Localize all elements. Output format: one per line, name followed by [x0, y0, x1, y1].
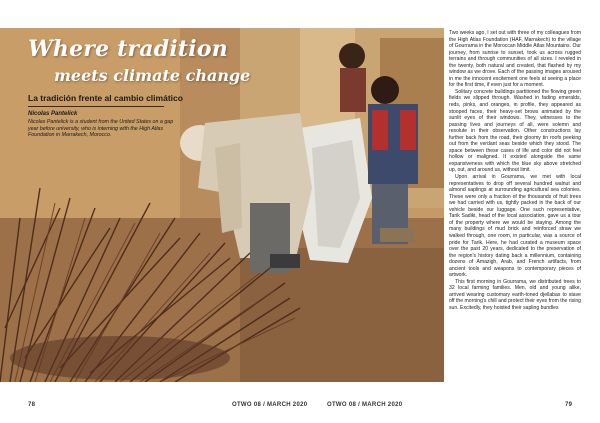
article-body: [449, 30, 581, 370]
article-paragraph: Upon arrival in Gourrama, we met with local representatives to drop off several hundred walnut and almond saplings at surrounding agricultural sea colonies. These were only a fraction of the thousands of fruit trees we had carried with us, tightly packed in the back of our vehicle beside our luggage. One such representative, Tarik Sadiki, head of the local association, gave us a tour of the property where we would be staying. Among the many buildings of mud brick and reinforced straw we walked through, one room, in particular, was a source of pride for Tarik. Here, he had curated a museum space over the past 20 years, dedicated to the preservation of the region's history dating back a millennium, containing dozens of Amazigh, Arab, and French artifacts, from ancient tools and weapons to contemporary pieces of artwork.: [449, 174, 581, 279]
article-paragraph: Two weeks ago, I set out with three of my colleagues from the High Atlas Foundation (HAF, Marrakech) to the village of Gourrama in the Moroccan Middle Atlas Mountains. Our journey, from sunrise to sunset, took us across rugged terrains and through communities of all sizes. I reveled in the twenty, both natural and created, that flashed by my window as we drove. Each of the passing images aroused in me the innocent excitement one feels at seeing a place for the first time, if even just for a moment.: [449, 30, 581, 89]
author-name: Nicolas Pantelick: [28, 111, 78, 117]
left-footer-magazine: OTWO 08 / MARCH 2020: [232, 402, 308, 408]
headline-line-2: meets climate change: [54, 66, 251, 85]
article-paragraph: This first morning in Gourrama, we distributed trees to 32 local farming families. Men, old and young alike, arrived wearing customary earth-toned djellabas to stave off the morning's chill and protect their eyes from the rising sun. Excitedly, they hoisted their sapling bundles: [449, 278, 581, 311]
right-footer-magazine: OTWO 08 / MARCH 2020: [327, 402, 403, 408]
author-bio: Nicolas Pantelick is a student from the United States on a gap year before university, who is interning with the High Atlas Foundation in Marrakech, Morocco.: [28, 119, 174, 139]
headline-subtitle: La tradición frente al cambio climático: [28, 93, 183, 103]
right-page-number: 79: [565, 402, 573, 408]
title-divider: [28, 106, 164, 107]
left-page-number: 78: [28, 402, 36, 408]
article-paragraph: Solitary concrete buildings partitioned the flowing green fields we slipped through. Washed in fading emeralds, reds, pinks, and oranges, in profile, they appeared as stooped faces, their heavy-set brows animated by the sunlit eyes of their windows. They, witnesses to the passing lives and journeys of all, were solemn and resolute in their observation. Other constructions lay further back from the road, their gloomy tin roofs peeking out from the verdant seas beside which they stood. The space between these cases of life and color did not feel hollow or maligned. It existed alongside the same expansiveness with which the blue sky above stretched up, out, and around us, without limit.: [449, 88, 581, 174]
headline-line-1: Where tradition: [28, 36, 228, 62]
